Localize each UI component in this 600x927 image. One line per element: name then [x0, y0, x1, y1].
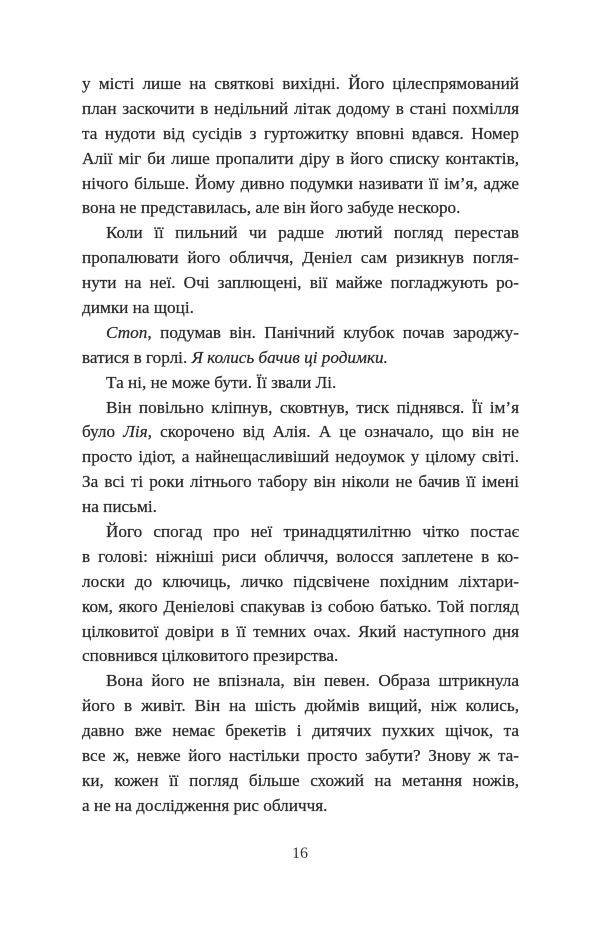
text-line	[82, 570, 519, 595]
text-line	[82, 669, 519, 694]
text-segment: Та ні, не може бути. Її звали Лі.	[106, 372, 337, 392]
text-segment: в голові: ніжніші риси обличчя, волосся заплетене в ко-	[82, 546, 519, 566]
text-segment: Алії міг би лише пропалити діру в його списку контактів,	[82, 148, 519, 168]
text-segment: сповнився цілковитого презирства.	[82, 646, 339, 666]
text-line	[82, 420, 519, 445]
text-segment: а не на дослідження рис обличчя.	[82, 795, 328, 815]
text-line	[82, 321, 519, 346]
text-line	[82, 545, 519, 570]
text-line	[82, 470, 519, 495]
text-line	[82, 196, 519, 221]
text-segment: Коли її пильний чи радше лютий погляд перестав	[106, 223, 519, 243]
text-line	[82, 744, 519, 769]
text-line	[82, 644, 519, 669]
text-segment: на письмі.	[82, 497, 157, 517]
text-segment: просто ідіот, а найнещасливіший недоумок у цілому світі.	[82, 447, 519, 467]
text-segment: Він повільно кліпнув, сковтнув, тиск піднявся. Її ім’я	[106, 397, 519, 417]
text-segment: нічого більше. Йому дивно подумки називати її ім’я, адже	[82, 173, 519, 193]
text-line	[82, 271, 519, 296]
text-line	[82, 794, 519, 819]
text-line	[82, 72, 519, 97]
text-line	[82, 122, 519, 147]
text-segment: вона не представилась, але він його забуде нескоро.	[82, 198, 461, 218]
text-line	[82, 147, 519, 172]
text-line	[82, 296, 519, 321]
text-segment: нути на неї. Очі заплющені, вії майже погладжують ро-	[82, 273, 519, 293]
text-line	[82, 495, 519, 520]
text-segment: , скорочено від Алія. А це означало, що він не	[147, 422, 519, 442]
text-line	[82, 694, 519, 719]
text-line	[82, 595, 519, 620]
text-line	[82, 520, 519, 545]
text-line	[82, 221, 519, 246]
text-line	[82, 719, 519, 744]
page-number: 16	[292, 845, 308, 862]
text-segment: було	[82, 422, 124, 442]
text-line	[82, 445, 519, 470]
text-segment: та нудоти від сусідів з гуртожитку вповні вдався. Номер	[82, 123, 519, 143]
text-segment: Його спогад про неї тринадцятилітню чітко постає	[106, 522, 519, 542]
text-segment: За всі ті роки літнього табору він ніколи не бачив її імені	[82, 472, 519, 492]
text-line	[82, 246, 519, 271]
text-line	[82, 396, 519, 421]
italic-text: Я колись бачив ці родимки.	[191, 347, 388, 367]
text-segment: його в живіт. Він на шість дюймів вищий, ніж колись,	[82, 696, 519, 716]
text-segment: все ж, невже його настільки просто забути? Знову ж та-	[82, 746, 519, 766]
text-line	[82, 172, 519, 197]
text-segment: цілковитої довіри в її темних очах. Який наступного дня	[82, 621, 519, 641]
text-segment: , подумав він. Панічний клубок почав зароджу-	[147, 322, 519, 342]
text-line	[82, 620, 519, 645]
text-segment: Вона його не впізнала, він певен. Образа штрикнула	[106, 671, 519, 691]
text-line	[82, 371, 519, 396]
text-segment: пропалювати його обличчя, Деніел сам ризикнув погля-	[82, 248, 519, 268]
book-page-text	[82, 72, 519, 819]
text-segment: ватися в горлі.	[82, 347, 192, 367]
italic-text: Лія	[123, 422, 148, 442]
text-line	[82, 97, 519, 122]
italic-text: Стоп	[106, 322, 148, 342]
text-segment: лоски до ключиць, личко підсвічене похідним ліхтари-	[82, 571, 519, 591]
text-segment: ки, кожен її погляд більше схожий на метання ножів,	[82, 770, 519, 790]
text-segment: димки на щоці.	[82, 298, 194, 318]
text-segment: план заскочити в недільний літак додому в стані похмілля	[82, 98, 519, 118]
text-line	[82, 346, 519, 371]
text-segment: давно вже немає брекетів і дитячих пухких щічок, та	[82, 721, 519, 741]
text-line	[82, 769, 519, 794]
text-segment: ком, якого Деніелові спакував із собою батько. Той погляд	[82, 596, 519, 616]
text-segment: у місті лише на святкові вихідні. Його цілеспрямований	[82, 74, 519, 93]
